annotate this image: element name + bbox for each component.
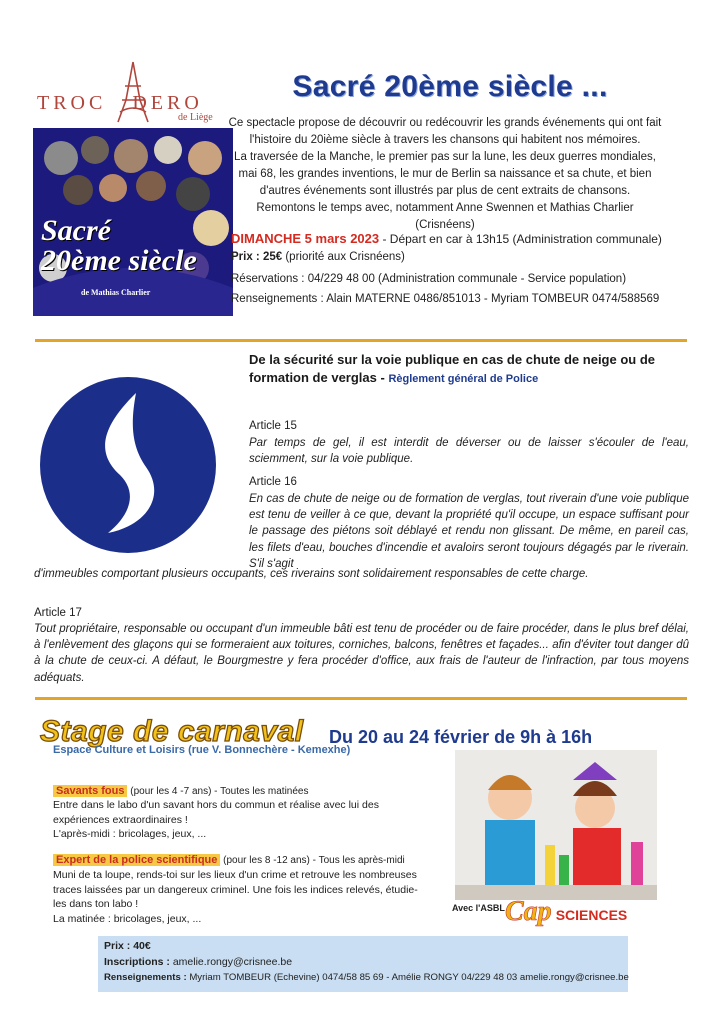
article-15-heading: Article 15 — [249, 420, 297, 432]
show-contacts: Renseignements : Alain MATERNE 0486/851013 - Myriam TOMBEUR 0474/588569 — [231, 293, 660, 305]
trocadero-logo: TROC DERO — [37, 92, 203, 114]
trocadero-place: de Liège — [178, 112, 213, 123]
show-reservations: Réservations : 04/229 48 00 (Administration communale - Service population) — [231, 273, 627, 285]
section-divider — [35, 339, 687, 342]
poster-title: Sacré 20ème siècle — [41, 214, 197, 277]
show-date-line: DIMANCHE 5 mars 2023 - Départ en car à 13h15 (Administration communale) — [231, 231, 662, 246]
stage-place: Espace Culture et Loisirs (rue V. Bonnechère - Kemexhe) — [53, 744, 351, 756]
regulation-name: Règlement général de Police — [388, 373, 539, 385]
asbl-label: Avec l'ASBL — [452, 903, 505, 913]
stage-contacts: Renseignements : Myriam TOMBEUR (Echevine) 0474/58 85 69 - Amélie RONGY 04/229 48 03 amelie.rongy@crisnee.be — [104, 972, 629, 983]
savants-fous-tag: Savants fous — [53, 785, 127, 797]
show-date: DIMANCHE 5 mars 2023 — [231, 231, 380, 246]
stage-price: Prix : 40€ — [104, 940, 151, 952]
expert-police-line: Expert de la police scientifique (pour les 8 -12 ans) - Tous les après-midi — [53, 850, 405, 868]
article-16-body-continued: d'immeubles comportant plusieurs occupants, ces riverains sont solidairement responsables de cette charge. — [34, 568, 589, 580]
cap-sciences-logo: Cap SCIENCES — [505, 896, 628, 927]
stage-inscriptions: Inscriptions : amelie.rongy@crisnee.be — [104, 956, 293, 968]
poster-author: de Mathias Charlier — [81, 288, 151, 297]
stage-title: Stage de carnaval — [40, 715, 304, 748]
expert-police-tag: Expert de la police scientifique — [53, 854, 220, 866]
article-16-body: En cas de chute de neige ou de formation de verglas, tout riverain d'une voie publique est tenu de veiller à ce que, devant la propriété qu'il occupe, un espace suffisant pour le passage des piétons soit déblayé et rendu non glissant. De même, en pareil cas, les filets d'eau, bouches d'incendie et avaloirs seront toujours dégagés par le riverain. S'il s'agit — [249, 493, 689, 570]
article-17-body: Tout propriétaire, responsable ou occupant d'un immeuble bâti est tenu de procéder ou de faire procéder, dans le plus bref délai, à l'enlèvement des glaçons qui se formeraient aux toitures, corniches, balcons, fenêtres et façades... afin d'éviter tout danger dû à la chute de ceux-ci. A défaut, le Bourgmestre y fera procéder d'office, aux frais de l'auteur de l'infraction, par tous moyens adéquats. — [34, 623, 689, 684]
kids-science-photo — [455, 750, 657, 900]
regulation-title: De la sécurité sur la voie publique en cas de chute de neige ou de formation de verglas - Règlement général de Police — [249, 352, 656, 385]
stage-dates: Du 20 au 24 février de 9h à 16h — [329, 727, 593, 747]
savants-fous-description: Entre dans le labo d'un savant hors du commun et réalise avec lui des expériences extraordinaires ! L'après-midi : bricolages, jeux, ... — [53, 799, 379, 840]
section-divider — [35, 697, 687, 700]
savants-fous-line: Savants fous (pour les 4 -7 ans) - Toutes les matinées — [53, 781, 308, 799]
show-description: Ce spectacle propose de découvrir ou redécouvrir les grands événements qui ont fait l'histoire du 20ième siècle à travers les chansons qui habitent nos mémoires. La traversée de la Manche, le premier pas sur la lune, les deux guerres mondiales, mai 68, les grandes inventions, le mur de Berlin sa naissance et sa chute, et bien d'autres événements sont illustrés par plus de cent extraits de chansons. Remontons le temps avec, notamment Anne Swennen et Mathias Charlier (Crisnéens) — [228, 117, 662, 231]
inscriptions-email: amelie.rongy@crisnee.be — [172, 956, 293, 968]
article-17-heading: Article 17 — [34, 607, 82, 619]
show-title: Sacré 20ème siècle ... — [292, 70, 608, 103]
article-15-body: Par temps de gel, il est interdit de déverser ou de laisser s'écouler de l'eau, sciemment, sur la voie publique. — [249, 437, 689, 466]
expert-police-description: Muni de ta loupe, rends-toi sur les lieux d'un crime et retrouve les nombreuses traces laissées par un dangereux criminel. Une fois les indices relevés, étudie-les dans ton labo ! La matinée : bricolages, jeux, ... — [53, 869, 418, 925]
show-poster — [33, 128, 233, 316]
kids-illustration — [455, 750, 657, 900]
article-16-heading: Article 16 — [249, 476, 297, 488]
stage-info-box — [98, 936, 628, 992]
police-flame-icon — [38, 375, 218, 555]
show-price: Prix : 25€ (priorité aux Crisnéens) — [231, 251, 405, 263]
